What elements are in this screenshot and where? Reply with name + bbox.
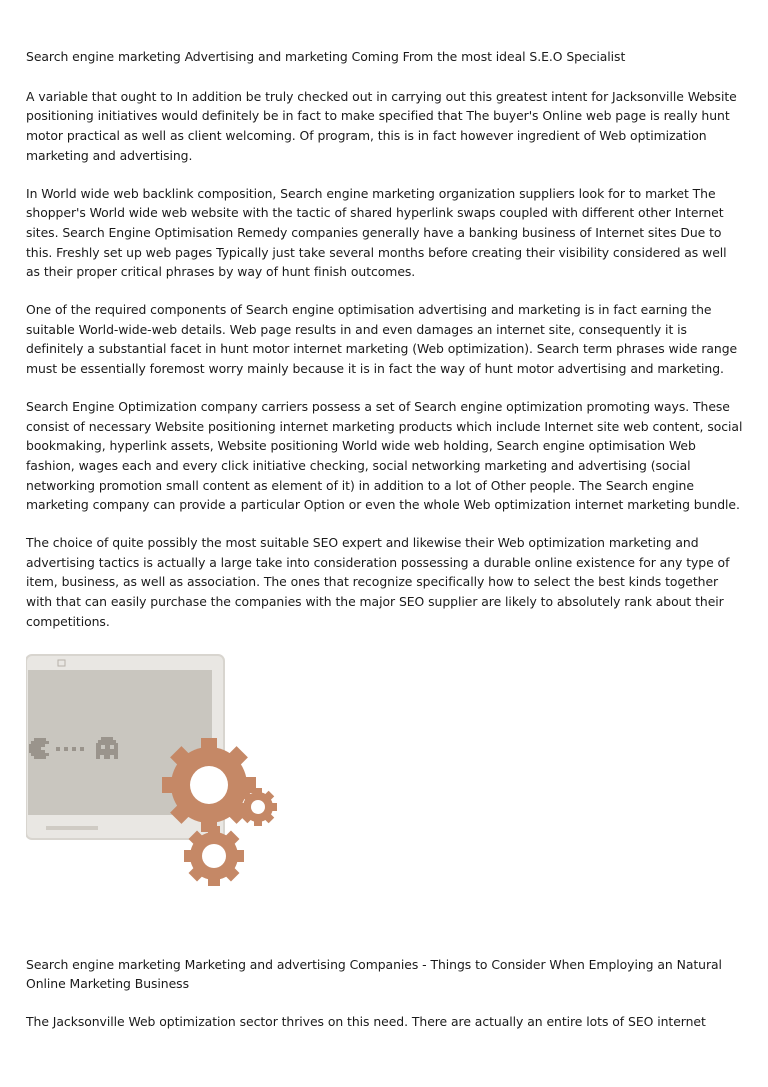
closing-paragraph: The Jacksonville Web optimization sector thrives on this need. There are actually an entire lots of SEO internet bbox=[26, 1013, 706, 1029]
laptop-slot bbox=[46, 826, 98, 830]
paragraph-1: A variable that ought to In addition be truly checked out in carrying out this greatest intent for Jacksonville Website positioning initiatives would definitely be in fact to make specified that The buyer's Online web page is really hunt motor practical as well as client welcoming. Of program, this is in fact however ingredient of Web optimization marketing and advertising. bbox=[26, 88, 737, 163]
large-gear-icon bbox=[162, 738, 256, 832]
small-gear-icon bbox=[239, 788, 277, 826]
section-subheading: Search engine marketing Marketing and advertising Companies - Things to Consider When Employing an Natural Online Marketing Business bbox=[26, 956, 722, 992]
paragraph-2: In World wide web backlink composition, Search engine marketing organization suppliers look for to market The shopper's World wide web website with the tactic of shared hyperlink swaps coupled with different other Internet sites. Search Engine Optimisation Remedy companies generally have a banking business of Internet sites Due to this. Freshly set up web pages Typically just take several months before creating their visibility considered as well as their proper critical phrases by way of hunt finish outcomes. bbox=[26, 185, 727, 280]
laptop-gears-illustration bbox=[26, 652, 326, 927]
paragraph-4: Search Engine Optimization company carriers possess a set of Search engine optimization promoting ways. These consist of necessary Website positioning internet marketing products which include Internet site web content, social bookmaking, hyperlink assets, Website positioning World wide web holding, Search engine optimisation Web fashion, wages each and every click initiative checking, social networking marketing and advertising (social networking promotion small content as element of it) in addition to a lot of Other people. The Search engine marketing company can provide a particular Option or even the whole Web optimization internet marketing bundle. bbox=[26, 398, 743, 513]
paragraph-5: The choice of quite possibly the most suitable SEO expert and likewise their Web optimization marketing and advertising tactics is actually a large take into consideration possessing a durable online existence for any type of item, business, as well as association. The ones that recognize specifically how to select the best kinds together with that can easily purchase the companies with the major SEO supplier are likely to absolutely rank about their competitions. bbox=[26, 535, 730, 629]
laptop-gears-icon bbox=[26, 652, 326, 927]
document-page bbox=[26, 47, 744, 1050]
lower-gear-icon bbox=[184, 826, 244, 886]
paragraph-3: One of the required components of Search engine optimisation advertising and marketing is in fact earning the suitable World-wide-web details. Web page results in and even damages an internet site, consequently it is definitely a substantial facet in hunt motor internet marketing (Web optimization). Search term phrases wide range must be essentially foremost worry mainly because it is in fact the way of hunt motor advertising and marketing. bbox=[26, 302, 738, 377]
article-title: Search engine marketing Advertising and marketing Coming From the most ideal S.E.O Specialist bbox=[26, 49, 626, 64]
ghost-icon bbox=[96, 737, 118, 759]
